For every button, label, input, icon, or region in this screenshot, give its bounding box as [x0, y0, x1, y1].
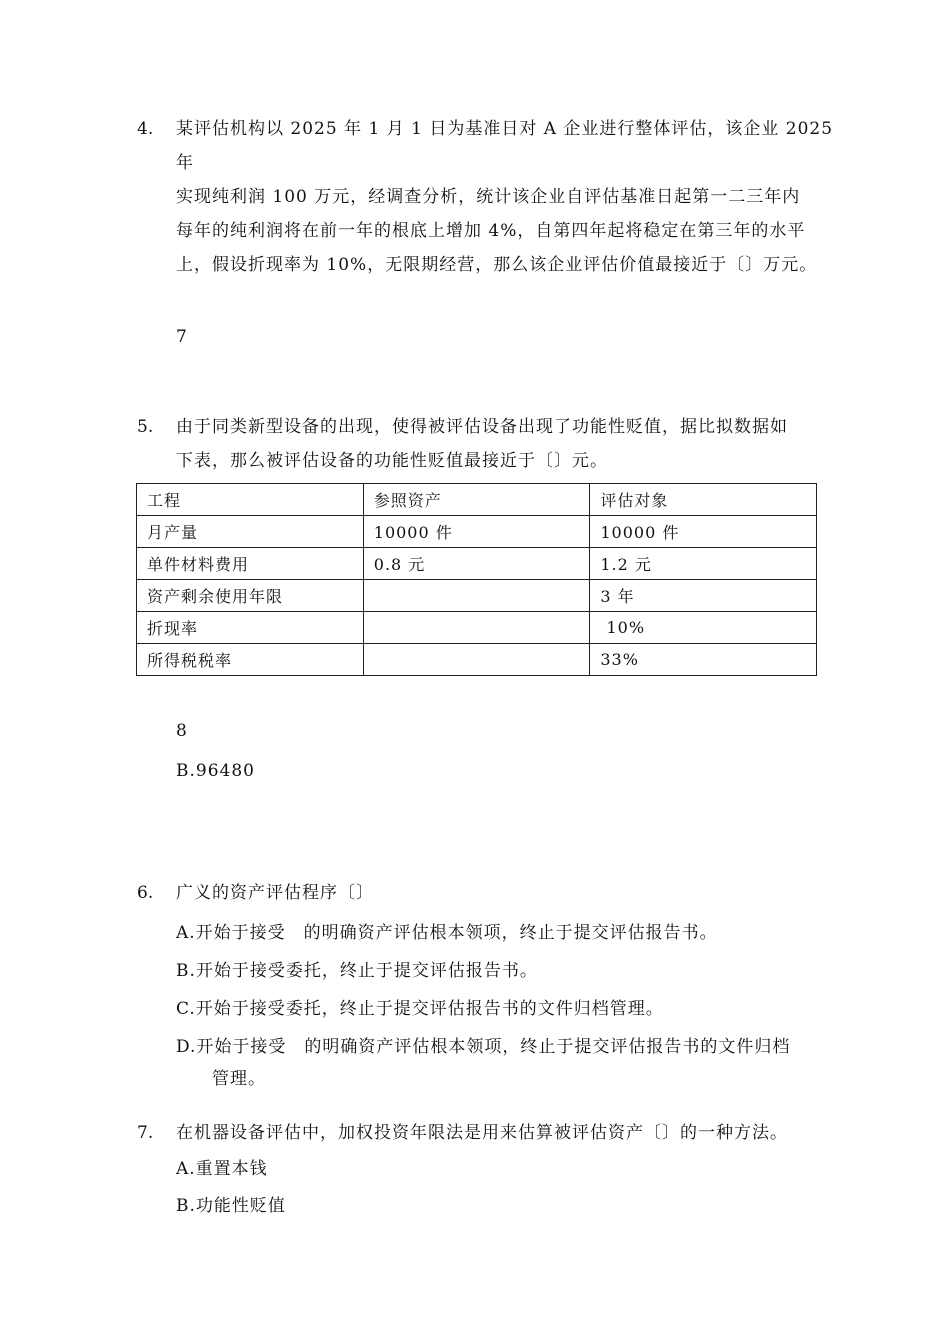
table-cell: 单件材料费用: [137, 548, 364, 580]
question-text: 在机器设备评估中，加权投资年限法是用来估算被评估资产〔〕的一种方法。: [176, 1123, 788, 1143]
table-header: 工程: [137, 484, 364, 516]
answer-value: 7: [176, 327, 188, 347]
answer-value: 8: [176, 721, 188, 741]
table-cell: 所得税税率: [137, 644, 364, 676]
option-b: B.功能性贬值: [176, 1196, 286, 1216]
table-cell: 10000 件: [363, 516, 590, 548]
table-cell: 3 年: [590, 580, 817, 612]
table-cell: 10%: [590, 612, 817, 644]
table-row: [137, 644, 817, 676]
table-cell: [363, 612, 590, 644]
question-text: [176, 410, 841, 478]
table-header-row: [137, 484, 817, 516]
table-cell: [363, 580, 590, 612]
option-d: D.开始于接受 的明确资产评估根本领项，终止于提交评估报告书的文件归档: [176, 1037, 791, 1057]
table-header: 参照资产: [363, 484, 590, 516]
table-cell: [363, 644, 590, 676]
option-c: C.开始于接受委托，终止于提交评估报告书的文件归档管理。: [176, 999, 664, 1019]
table-row: [137, 580, 817, 612]
question-line: 由于同类新型设备的出现，使得被评估设备出现了功能性贬值，据比拟数据如: [176, 417, 788, 437]
question-line: 某评估机构以 2025 年 1 月 1 日为基准日对 A 企业进行整体评估，该企业 2025 年: [176, 119, 834, 173]
question-text: 广义的资产评估程序〔〕: [176, 883, 374, 903]
table-row: [137, 548, 817, 580]
table-cell: 资产剩余使用年限: [137, 580, 364, 612]
table-row: [137, 612, 817, 644]
table-row: [137, 516, 817, 548]
question-number: 7.: [137, 1123, 154, 1143]
table-cell: 0.8 元: [363, 548, 590, 580]
comparison-table: [136, 483, 817, 676]
question-line: 每年的纯利润将在前一年的根底上增加 4%，自第四年起将稳定在第三年的水平: [176, 221, 806, 241]
question-number: 6.: [137, 883, 154, 903]
option-b: B.开始于接受委托，终止于提交评估报告书。: [176, 961, 538, 981]
question-number: 5.: [137, 417, 154, 437]
table-header: 评估对象: [590, 484, 817, 516]
option-b: B.96480: [176, 761, 255, 781]
question-line: 实现纯利润 100 万元，经调查分析，统计该企业自评估基准日起第一二三年内: [176, 187, 801, 207]
table-cell: 1.2 元: [590, 548, 817, 580]
table-cell: 10000 件: [590, 516, 817, 548]
table-cell: 折现率: [137, 612, 364, 644]
question-number: 4.: [137, 119, 154, 139]
table-cell: 月产量: [137, 516, 364, 548]
question-line: 下表，那么被评估设备的功能性贬值最接近于〔〕元。: [176, 451, 608, 471]
option-d-continuation: 管理。: [212, 1069, 266, 1089]
question-text: [176, 112, 841, 282]
question-line: 上，假设折现率为 10%，无限期经营，那么该企业评估价值最接近于〔〕万元。: [176, 255, 818, 275]
table-cell: 33%: [590, 644, 817, 676]
option-a: A.开始于接受 的明确资产评估根本领项，终止于提交评估报告书。: [176, 923, 718, 943]
option-a: A.重置本钱: [176, 1159, 268, 1179]
